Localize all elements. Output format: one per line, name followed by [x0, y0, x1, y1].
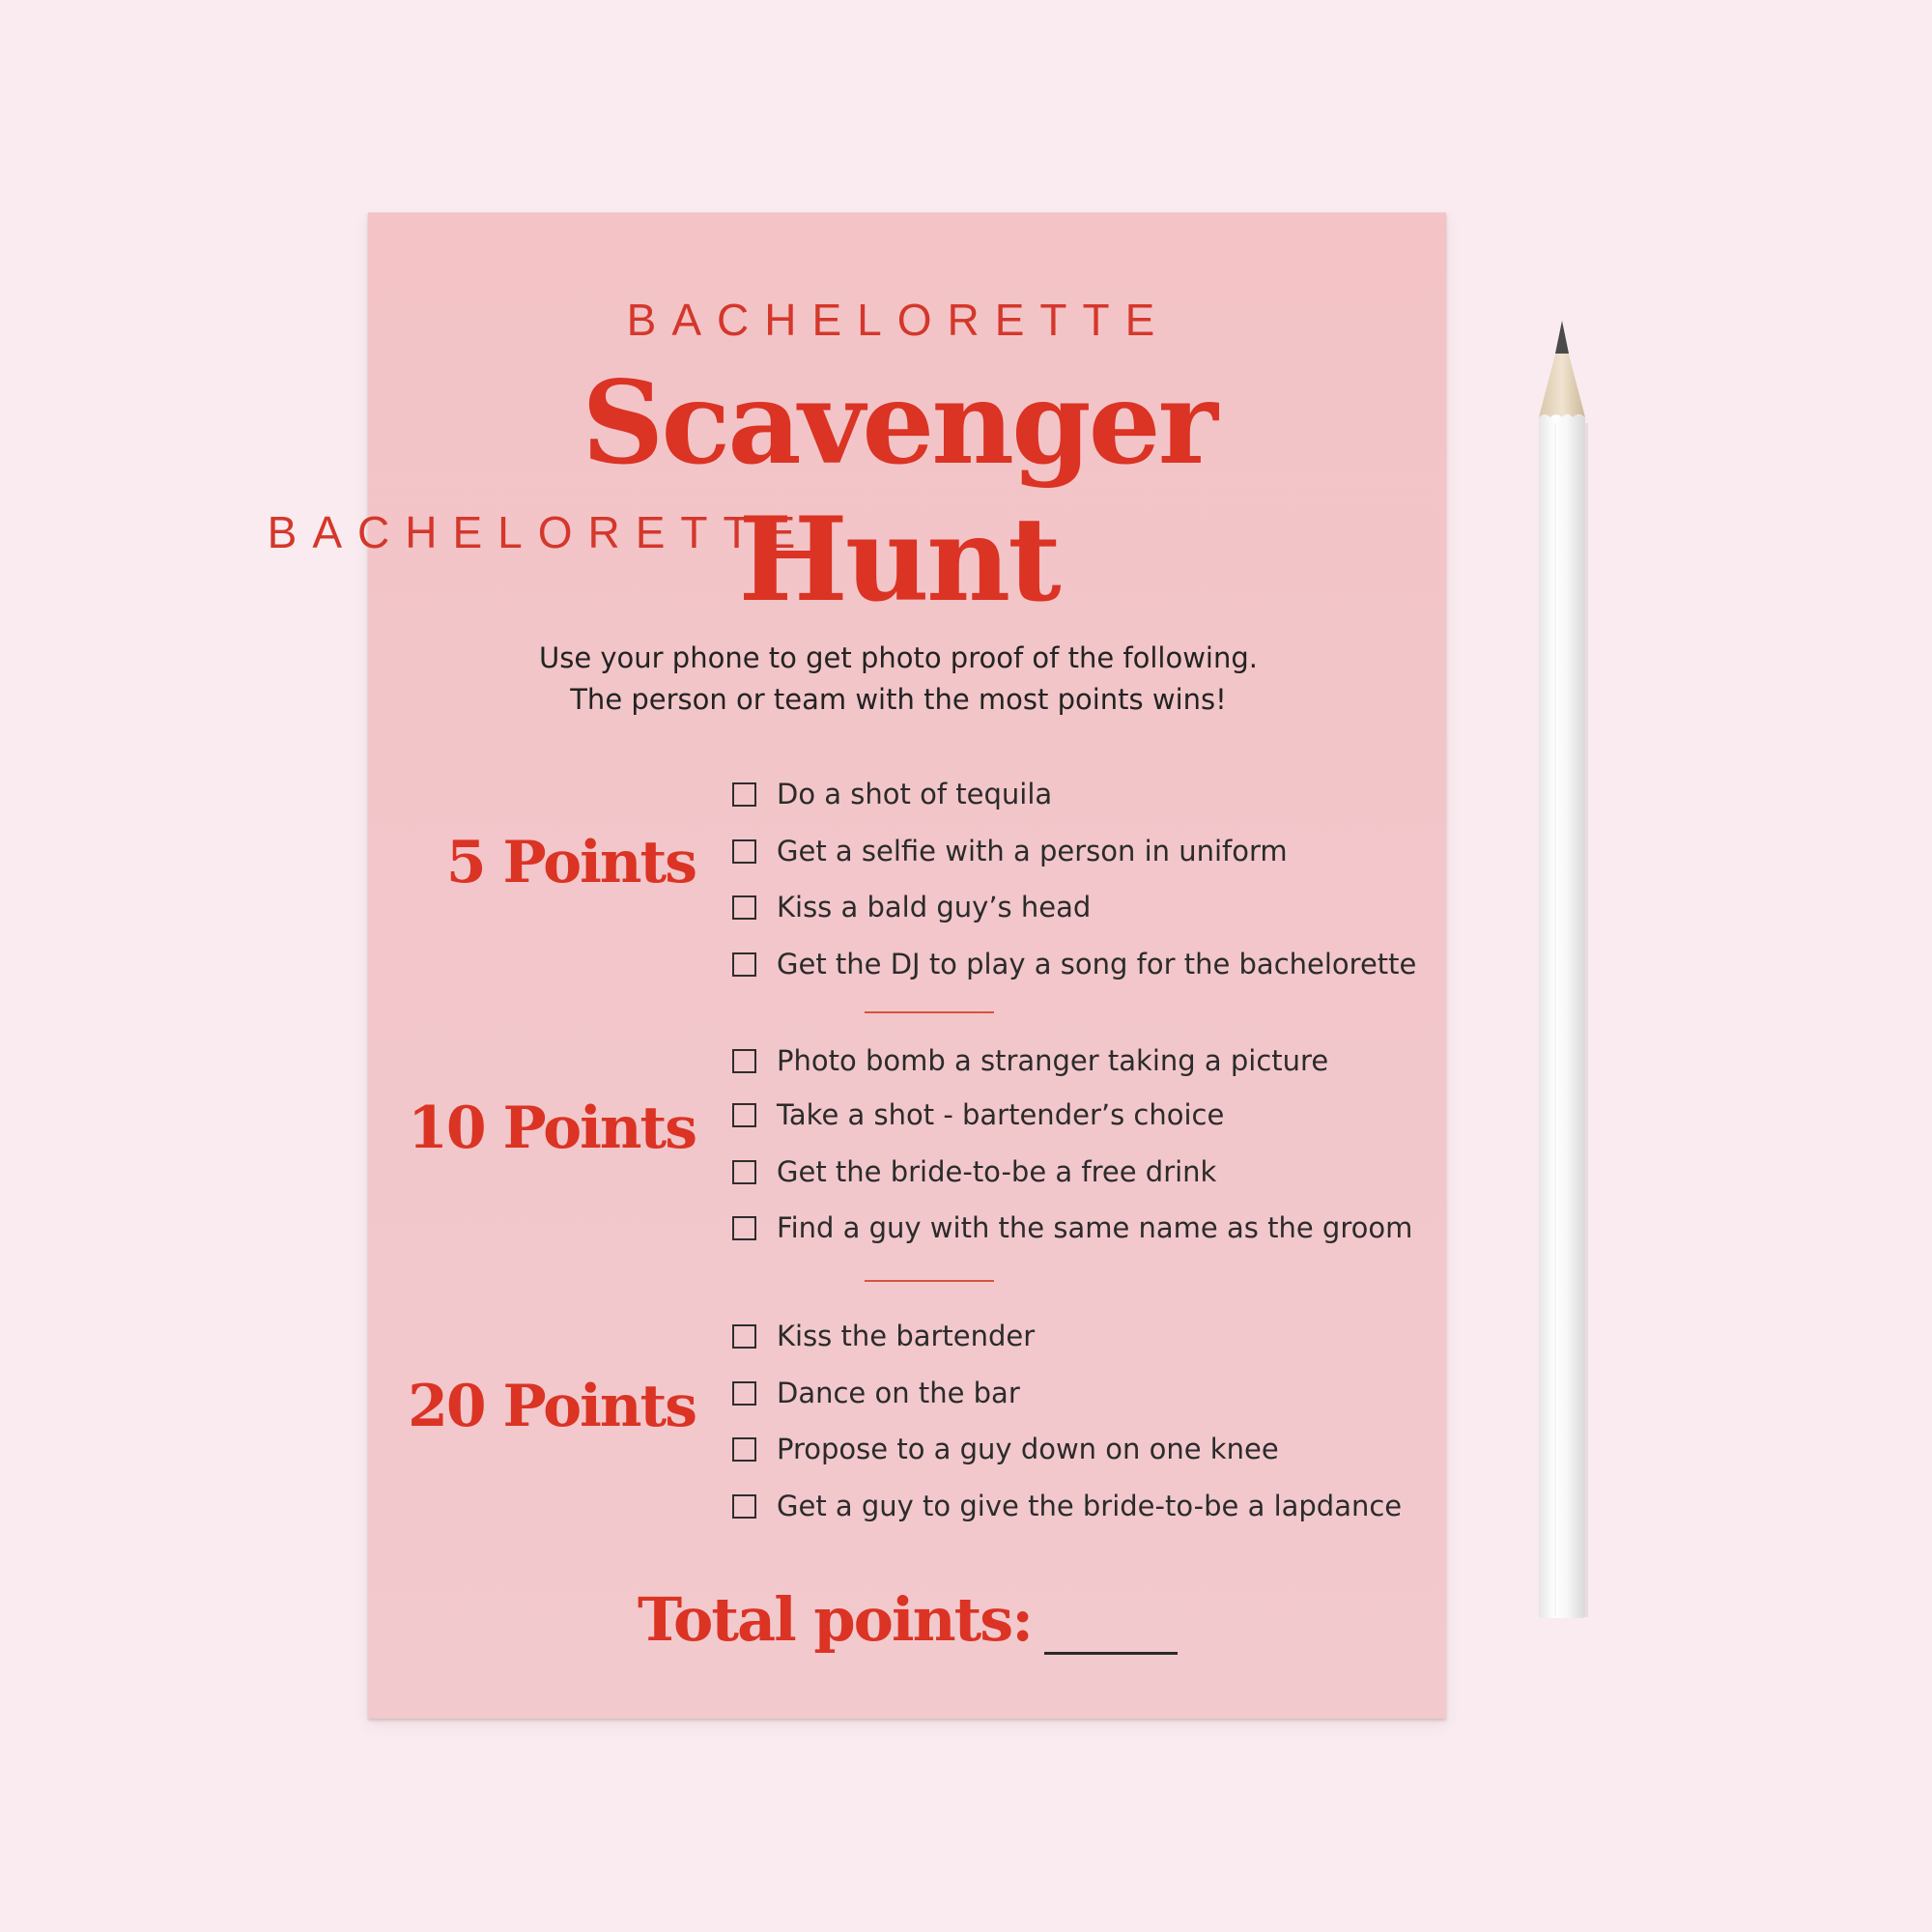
checklist-item[interactable] — [732, 1152, 1216, 1191]
checkbox[interactable] — [732, 1324, 756, 1349]
item-label: Propose to a guy down on one knee — [777, 1433, 1279, 1465]
pencil-icon — [1536, 317, 1594, 1631]
item-label: Get a guy to give the bride-to-be a lapdance — [777, 1490, 1403, 1522]
checklist-item[interactable] — [732, 945, 1416, 983]
section-label-10-points: 10 Points — [408, 1094, 696, 1162]
eyebrow-heading-text: BACHELORETTE — [626, 295, 1171, 345]
checkbox[interactable] — [732, 1437, 756, 1462]
checklist-item[interactable] — [732, 1208, 1412, 1247]
total-points-blank[interactable] — [1044, 1652, 1178, 1655]
checkbox[interactable] — [732, 952, 756, 977]
item-label: Dance on the bar — [777, 1377, 1020, 1409]
item-label: Take a shot - bartender’s choice — [777, 1098, 1225, 1131]
checklist-item[interactable] — [732, 1041, 1328, 1080]
section-label-5-points: 5 Points — [445, 829, 696, 896]
item-label: Do a shot of tequila — [777, 778, 1053, 810]
checklist-item[interactable] — [732, 1430, 1279, 1468]
item-label: Get the DJ to play a song for the bachelorette — [777, 948, 1417, 980]
item-label: Photo bomb a stranger taking a picture — [777, 1044, 1329, 1077]
checklist-item[interactable] — [732, 775, 1052, 813]
checkbox[interactable] — [732, 839, 756, 864]
item-label: Find a guy with the same name as the groom — [777, 1211, 1413, 1244]
intro-line-1: Use your phone to get photo proof of the following. — [538, 641, 1258, 674]
item-label: Get a selfie with a person in uniform — [777, 835, 1288, 867]
section-label-20-points: 20 Points — [408, 1373, 696, 1440]
checkbox[interactable] — [732, 1049, 756, 1073]
eyebrow-heading: BACHELORETTE — [267, 507, 811, 557]
intro-text — [270, 638, 1526, 721]
section-divider — [865, 1280, 994, 1282]
checklist-item[interactable] — [732, 1487, 1402, 1525]
checklist-item[interactable] — [732, 1095, 1224, 1134]
item-label: Get the bride-to-be a free drink — [777, 1155, 1217, 1188]
checkbox[interactable] — [732, 1216, 756, 1240]
section-divider — [865, 1011, 994, 1013]
checkbox[interactable] — [732, 782, 756, 807]
item-label: Kiss the bartender — [777, 1320, 1036, 1352]
checklist-item[interactable] — [732, 888, 1091, 926]
checkbox[interactable] — [732, 1103, 756, 1127]
checklist-item[interactable] — [732, 832, 1288, 870]
checkbox[interactable] — [732, 895, 756, 920]
checkbox[interactable] — [732, 1160, 756, 1184]
item-label: Kiss a bald guy’s head — [777, 891, 1092, 923]
total-points-label: Total points: — [638, 1584, 1033, 1655]
checklist-item[interactable] — [732, 1317, 1035, 1355]
title-line-2: Hunt — [738, 492, 1059, 628]
checkbox[interactable] — [732, 1381, 756, 1406]
checklist-item[interactable] — [732, 1374, 1020, 1412]
intro-line-2: The person or team with the most points wins! — [570, 683, 1227, 716]
title-line-1: Scavenger — [582, 355, 1215, 490]
checkbox[interactable] — [732, 1494, 756, 1519]
